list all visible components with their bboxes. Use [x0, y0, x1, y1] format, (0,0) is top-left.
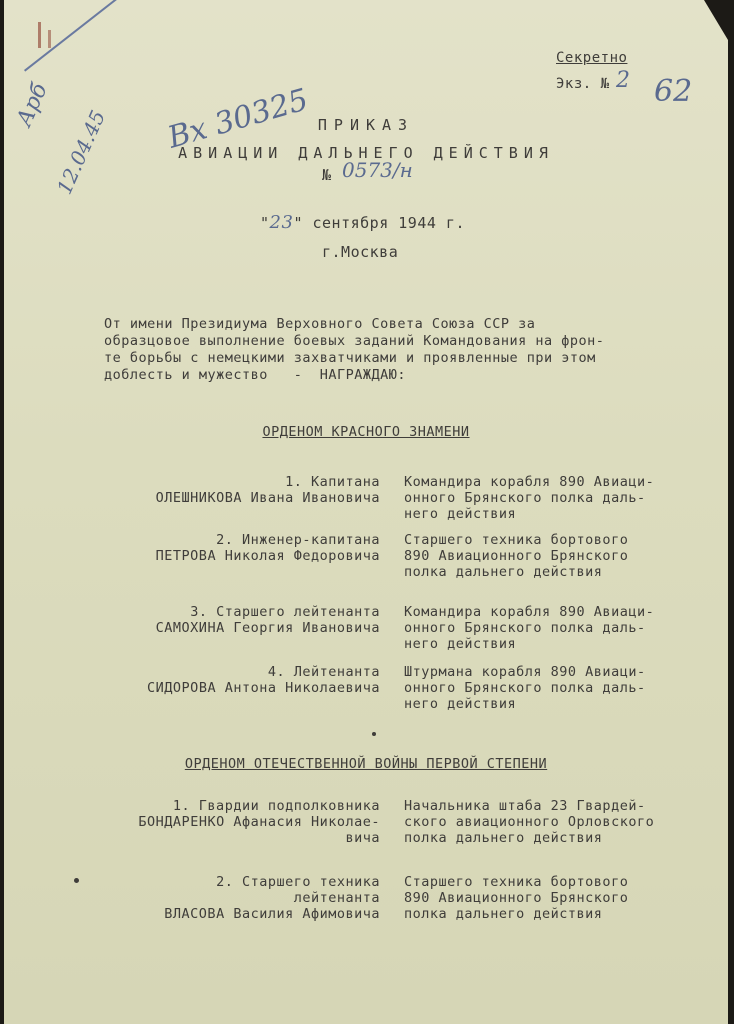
award-name: 2. Инженер-капитана ПЕТРОВА Николая Федоровича: [155, 532, 380, 564]
secret-label: Секретно: [556, 50, 628, 66]
order-date: "23" сентября 1944 г.: [260, 212, 465, 233]
registry-mark: Арб: [12, 79, 53, 131]
award-position: Старшего техника бортового 890 Авиационного Брянского полка дальнего действия: [404, 532, 629, 580]
document-page: [4, 0, 728, 1024]
sheet-number: 62: [654, 74, 693, 109]
award-name: 3. Старшего лейтенанта САМОХИНА Георгия Ивановича: [155, 604, 380, 636]
margin-mark: [48, 30, 51, 48]
order-number-prefix: №: [322, 166, 332, 184]
order-subtitle: АВИАЦИИ ДАЛЬНЕГО ДЕЙСТВИЯ: [178, 144, 554, 162]
section-heading: ОРДЕНОМ ОТЕЧЕСТВЕННОЙ ВОЙНЫ ПЕРВОЙ СТЕПЕНИ: [184, 756, 548, 772]
registry-date: 12.04.45: [52, 106, 111, 198]
award-position: Старшего техника бортового 890 Авиационного Брянского полка дальнего действия: [404, 874, 629, 922]
order-date-day: 23: [269, 212, 294, 233]
award-name: 4. Лейтенанта СИДОРОВА Антона Николаевича: [147, 664, 380, 696]
ink-dot: [74, 878, 79, 883]
award-position: Начальника штаба 23 Гвардей- ского авиационного Орловского полка дальнего действия: [404, 798, 655, 846]
order-date-rest: сентября 1944 г.: [312, 214, 465, 232]
copy-label: Экз. №: [556, 76, 610, 92]
award-name: 2. Старшего техника лейтенанта ВЛАСОВА Василия Афимовича: [164, 874, 380, 922]
preamble-text: От имени Президиума Верховного Совета Союза ССР за образцовое выполнение боевых заданий Командования на фрон- те борьбы с немецкими захватчиками и проявленные при этом доблесть и мужество - НАГРАЖДАЮ:: [104, 316, 605, 383]
torn-corner: [704, 0, 728, 40]
award-name: 1. Капитана ОЛЕШНИКОВА Ивана Ивановича: [155, 474, 380, 506]
award-name: 1. Гвардии подполковника БОНДАРЕНКО Афанасия Николае- вича: [138, 798, 380, 846]
copy-number: 2: [616, 68, 630, 93]
section-heading: ОРДЕНОМ КРАСНОГО ЗНАМЕНИ: [262, 424, 470, 440]
order-number: 0573/н: [342, 158, 413, 182]
order-city: г.Москва: [322, 243, 399, 261]
order-title: ПРИКАЗ: [317, 116, 415, 134]
award-position: Командира корабля 890 Авиаци- онного Брянского полка даль- него действия: [404, 604, 655, 652]
award-position: Командира корабля 890 Авиаци- онного Брянского полка даль- него действия: [404, 474, 655, 522]
registry-strike-line: [24, 0, 143, 72]
incoming-number: Вх 30325: [164, 82, 313, 156]
ink-dot: [372, 732, 376, 736]
award-position: Штурмана корабля 890 Авиаци- онного Брянского полка даль- него действия: [404, 664, 646, 712]
margin-mark: [38, 22, 41, 48]
